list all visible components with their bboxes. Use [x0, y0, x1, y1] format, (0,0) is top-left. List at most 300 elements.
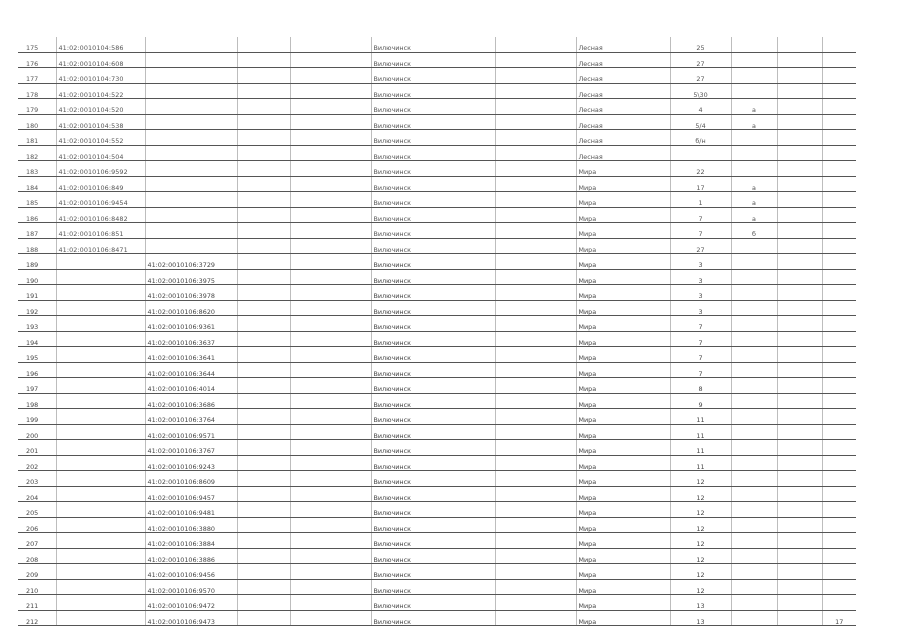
city-cell: Вилючинск [371, 409, 495, 425]
house-number-cell: 12 [670, 579, 731, 595]
house-letter-cell [731, 37, 777, 52]
empty-cell [495, 254, 576, 270]
row-number-cell: 204 [18, 486, 56, 502]
extra-number-cell [822, 316, 856, 332]
house-letter-cell [731, 52, 777, 68]
cadastral-number-alt-cell: 41:02:0010106:3641 [145, 347, 237, 363]
table-body [18, 37, 856, 626]
row-number-cell: 199 [18, 409, 56, 425]
row-number-cell: 190 [18, 269, 56, 285]
empty-cell [777, 223, 822, 239]
cadastral-number-alt-cell [145, 99, 237, 115]
cadastral-number-alt-cell: 41:02:0010106:9472 [145, 595, 237, 611]
cadastral-number-alt-cell: 41:02:0010106:3978 [145, 285, 237, 301]
empty-cell [495, 331, 576, 347]
city-cell: Вилючинск [371, 347, 495, 363]
empty-cell [495, 517, 576, 533]
row-number-cell: 186 [18, 207, 56, 223]
row-number-cell: 180 [18, 114, 56, 130]
extra-number-cell [822, 331, 856, 347]
empty-cell [290, 564, 371, 580]
empty-cell [495, 145, 576, 161]
empty-cell [237, 68, 290, 84]
cadastral-number-alt-cell: 41:02:0010106:9473 [145, 610, 237, 626]
house-number-cell: 5\30 [670, 83, 731, 99]
empty-cell [777, 316, 822, 332]
empty-cell [495, 52, 576, 68]
street-cell: Мира [576, 471, 670, 487]
cadastral-number-alt-cell: 41:02:0010106:9243 [145, 455, 237, 471]
empty-cell [290, 300, 371, 316]
empty-cell [777, 440, 822, 456]
cadastral-number-alt-cell: 41:02:0010106:9456 [145, 564, 237, 580]
house-letter-cell [731, 300, 777, 316]
house-letter-cell [731, 440, 777, 456]
row-number-cell: 206 [18, 517, 56, 533]
city-cell: Вилючинск [371, 440, 495, 456]
house-number-cell [670, 145, 731, 161]
cadastral-number-cell: 41:02:0010104:552 [56, 130, 145, 146]
row-number-cell: 191 [18, 285, 56, 301]
empty-cell [290, 285, 371, 301]
empty-cell [237, 393, 290, 409]
empty-cell [290, 223, 371, 239]
city-cell: Вилючинск [371, 176, 495, 192]
cadastral-number-cell: 41:02:0010106:9592 [56, 161, 145, 177]
empty-cell [237, 52, 290, 68]
cadastral-number-cell: 41:02:0010104:520 [56, 99, 145, 115]
cadastral-number-cell [56, 471, 145, 487]
empty-cell [290, 517, 371, 533]
empty-cell [237, 564, 290, 580]
house-number-cell: б/н [670, 130, 731, 146]
empty-cell [777, 378, 822, 394]
cadastral-number-alt-cell [145, 223, 237, 239]
empty-cell [237, 362, 290, 378]
house-letter-cell [731, 455, 777, 471]
empty-cell [777, 114, 822, 130]
cadastral-number-cell [56, 517, 145, 533]
street-cell: Мира [576, 207, 670, 223]
empty-cell [777, 83, 822, 99]
cadastral-number-alt-cell: 41:02:0010106:3764 [145, 409, 237, 425]
table-row [18, 564, 856, 580]
street-cell: Лесная [576, 83, 670, 99]
extra-number-cell [822, 192, 856, 208]
empty-cell [777, 471, 822, 487]
house-number-cell: 22 [670, 161, 731, 177]
extra-number-cell [822, 223, 856, 239]
empty-cell [237, 347, 290, 363]
empty-cell [777, 52, 822, 68]
row-number-cell: 211 [18, 595, 56, 611]
cadastral-number-cell: 41:02:0010106:9454 [56, 192, 145, 208]
city-cell: Вилючинск [371, 254, 495, 270]
extra-number-cell [822, 37, 856, 52]
empty-cell [777, 579, 822, 595]
cadastral-number-alt-cell [145, 114, 237, 130]
city-cell: Вилючинск [371, 52, 495, 68]
cadastral-number-cell [56, 393, 145, 409]
empty-cell [495, 130, 576, 146]
house-number-cell: 5/4 [670, 114, 731, 130]
empty-cell [495, 409, 576, 425]
street-cell: Лесная [576, 68, 670, 84]
row-number-cell: 194 [18, 331, 56, 347]
cadastral-number-cell: 41:02:0010104:538 [56, 114, 145, 130]
house-letter-cell [731, 347, 777, 363]
empty-cell [290, 362, 371, 378]
extra-number-cell [822, 99, 856, 115]
cadastral-number-alt-cell: 41:02:0010106:3686 [145, 393, 237, 409]
extra-number-cell [822, 83, 856, 99]
extra-number-cell: 17 [822, 610, 856, 626]
empty-cell [237, 579, 290, 595]
city-cell: Вилючинск [371, 83, 495, 99]
extra-number-cell [822, 440, 856, 456]
empty-cell [237, 424, 290, 440]
empty-cell [495, 285, 576, 301]
house-number-cell: 7 [670, 347, 731, 363]
empty-cell [777, 37, 822, 52]
cadastral-number-cell [56, 455, 145, 471]
empty-cell [237, 130, 290, 146]
row-number-cell: 178 [18, 83, 56, 99]
extra-number-cell [822, 579, 856, 595]
cadastral-number-cell [56, 595, 145, 611]
house-letter-cell [731, 269, 777, 285]
house-number-cell: 13 [670, 595, 731, 611]
street-cell: Мира [576, 347, 670, 363]
row-number-cell: 183 [18, 161, 56, 177]
extra-number-cell [822, 595, 856, 611]
empty-cell [290, 440, 371, 456]
row-number-cell: 175 [18, 37, 56, 52]
empty-cell [237, 254, 290, 270]
house-letter-cell: а [731, 114, 777, 130]
cadastral-number-cell: 41:02:0010106:851 [56, 223, 145, 239]
cadastral-number-cell [56, 533, 145, 549]
row-number-cell: 176 [18, 52, 56, 68]
street-cell: Мира [576, 300, 670, 316]
cadastral-number-alt-cell: 41:02:0010106:4014 [145, 378, 237, 394]
empty-cell [290, 471, 371, 487]
house-letter-cell [731, 130, 777, 146]
empty-cell [495, 83, 576, 99]
house-number-cell: 1 [670, 192, 731, 208]
cadastral-number-alt-cell [145, 238, 237, 254]
row-number-cell: 184 [18, 176, 56, 192]
house-number-cell: 27 [670, 52, 731, 68]
table-row [18, 37, 856, 52]
city-cell: Вилючинск [371, 99, 495, 115]
house-letter-cell [731, 610, 777, 626]
table-row [18, 331, 856, 347]
city-cell: Вилючинск [371, 595, 495, 611]
empty-cell [777, 99, 822, 115]
city-cell: Вилючинск [371, 378, 495, 394]
empty-cell [290, 316, 371, 332]
extra-number-cell [822, 238, 856, 254]
street-cell: Лесная [576, 114, 670, 130]
extra-number-cell [822, 362, 856, 378]
street-cell: Мира [576, 238, 670, 254]
empty-cell [777, 564, 822, 580]
extra-number-cell [822, 145, 856, 161]
house-number-cell: 13 [670, 610, 731, 626]
empty-cell [777, 486, 822, 502]
house-number-cell: 11 [670, 440, 731, 456]
extra-number-cell [822, 207, 856, 223]
empty-cell [495, 192, 576, 208]
city-cell: Вилючинск [371, 269, 495, 285]
city-cell: Вилючинск [371, 285, 495, 301]
extra-number-cell [822, 455, 856, 471]
house-letter-cell [731, 145, 777, 161]
house-letter-cell [731, 502, 777, 518]
table-row [18, 99, 856, 115]
empty-cell [237, 223, 290, 239]
cadastral-number-cell [56, 269, 145, 285]
row-number-cell: 187 [18, 223, 56, 239]
empty-cell [290, 176, 371, 192]
empty-cell [290, 99, 371, 115]
extra-number-cell [822, 300, 856, 316]
empty-cell [290, 393, 371, 409]
empty-cell [237, 409, 290, 425]
street-cell: Мира [576, 378, 670, 394]
address-registry-table [18, 37, 856, 626]
extra-number-cell [822, 161, 856, 177]
table-row [18, 579, 856, 595]
house-letter-cell [731, 393, 777, 409]
empty-cell [495, 486, 576, 502]
empty-cell [237, 114, 290, 130]
house-number-cell: 8 [670, 378, 731, 394]
empty-cell [777, 68, 822, 84]
cadastral-number-cell: 41:02:0010104:730 [56, 68, 145, 84]
city-cell: Вилючинск [371, 238, 495, 254]
empty-cell [237, 176, 290, 192]
house-number-cell: 11 [670, 409, 731, 425]
street-cell: Мира [576, 161, 670, 177]
cadastral-number-alt-cell: 41:02:0010106:9481 [145, 502, 237, 518]
empty-cell [237, 285, 290, 301]
cadastral-number-cell [56, 564, 145, 580]
house-letter-cell [731, 378, 777, 394]
table-row [18, 440, 856, 456]
house-letter-cell [731, 285, 777, 301]
city-cell: Вилючинск [371, 502, 495, 518]
street-cell: Мира [576, 331, 670, 347]
house-number-cell: 27 [670, 68, 731, 84]
extra-number-cell [822, 254, 856, 270]
empty-cell [237, 455, 290, 471]
house-letter-cell: а [731, 192, 777, 208]
city-cell: Вилючинск [371, 533, 495, 549]
empty-cell [495, 564, 576, 580]
cadastral-number-alt-cell [145, 145, 237, 161]
cadastral-number-alt-cell: 41:02:0010106:3884 [145, 533, 237, 549]
cadastral-number-alt-cell [145, 207, 237, 223]
empty-cell [290, 579, 371, 595]
cadastral-number-cell [56, 610, 145, 626]
empty-cell [290, 207, 371, 223]
empty-cell [495, 37, 576, 52]
house-letter-cell [731, 316, 777, 332]
empty-cell [237, 316, 290, 332]
empty-cell [777, 533, 822, 549]
cadastral-number-alt-cell: 41:02:0010106:3729 [145, 254, 237, 270]
street-cell: Мира [576, 316, 670, 332]
city-cell: Вилючинск [371, 331, 495, 347]
street-cell: Мира [576, 409, 670, 425]
empty-cell [237, 37, 290, 52]
empty-cell [290, 114, 371, 130]
city-cell: Вилючинск [371, 161, 495, 177]
empty-cell [290, 83, 371, 99]
empty-cell [495, 455, 576, 471]
row-number-cell: 177 [18, 68, 56, 84]
house-number-cell: 7 [670, 362, 731, 378]
row-number-cell: 212 [18, 610, 56, 626]
street-cell: Лесная [576, 130, 670, 146]
empty-cell [495, 161, 576, 177]
street-cell: Мира [576, 269, 670, 285]
cadastral-number-alt-cell: 41:02:0010106:3767 [145, 440, 237, 456]
city-cell: Вилючинск [371, 564, 495, 580]
house-letter-cell [731, 548, 777, 564]
city-cell: Вилючинск [371, 579, 495, 595]
table-row [18, 471, 856, 487]
house-letter-cell [731, 409, 777, 425]
extra-number-cell [822, 564, 856, 580]
table-row [18, 533, 856, 549]
city-cell: Вилючинск [371, 192, 495, 208]
house-letter-cell [731, 331, 777, 347]
cadastral-number-cell [56, 285, 145, 301]
extra-number-cell [822, 68, 856, 84]
house-number-cell: 12 [670, 548, 731, 564]
table-row [18, 238, 856, 254]
cadastral-number-cell: 41:02:0010106:8482 [56, 207, 145, 223]
empty-cell [777, 254, 822, 270]
empty-cell [777, 145, 822, 161]
row-number-cell: 202 [18, 455, 56, 471]
house-number-cell: 25 [670, 37, 731, 52]
house-letter-cell: б [731, 223, 777, 239]
street-cell: Мира [576, 192, 670, 208]
house-number-cell: 12 [670, 486, 731, 502]
empty-cell [290, 192, 371, 208]
row-number-cell: 181 [18, 130, 56, 146]
table-row [18, 114, 856, 130]
house-number-cell: 7 [670, 207, 731, 223]
house-letter-cell [731, 424, 777, 440]
empty-cell [495, 610, 576, 626]
empty-cell [495, 269, 576, 285]
cadastral-number-alt-cell: 41:02:0010106:9457 [145, 486, 237, 502]
empty-cell [237, 610, 290, 626]
extra-number-cell [822, 548, 856, 564]
row-number-cell: 208 [18, 548, 56, 564]
street-cell: Мира [576, 610, 670, 626]
house-number-cell: 4 [670, 99, 731, 115]
table-row [18, 68, 856, 84]
empty-cell [777, 161, 822, 177]
house-number-cell: 17 [670, 176, 731, 192]
table-row [18, 300, 856, 316]
empty-cell [290, 52, 371, 68]
empty-cell [777, 300, 822, 316]
cadastral-number-cell [56, 378, 145, 394]
street-cell: Мира [576, 595, 670, 611]
empty-cell [495, 99, 576, 115]
house-number-cell: 3 [670, 300, 731, 316]
house-letter-cell [731, 238, 777, 254]
row-number-cell: 182 [18, 145, 56, 161]
cadastral-number-alt-cell: 41:02:0010106:9571 [145, 424, 237, 440]
house-number-cell: 12 [670, 517, 731, 533]
table-row [18, 130, 856, 146]
empty-cell [237, 378, 290, 394]
empty-cell [290, 533, 371, 549]
street-cell: Мира [576, 254, 670, 270]
table-row [18, 316, 856, 332]
house-number-cell: 12 [670, 533, 731, 549]
table-row [18, 409, 856, 425]
city-cell: Вилючинск [371, 362, 495, 378]
cadastral-number-alt-cell [145, 52, 237, 68]
extra-number-cell [822, 52, 856, 68]
empty-cell [290, 347, 371, 363]
table-row [18, 176, 856, 192]
city-cell: Вилючинск [371, 316, 495, 332]
empty-cell [237, 99, 290, 115]
empty-cell [777, 269, 822, 285]
cadastral-number-alt-cell [145, 176, 237, 192]
cadastral-number-cell [56, 362, 145, 378]
house-letter-cell [731, 362, 777, 378]
empty-cell [777, 207, 822, 223]
row-number-cell: 198 [18, 393, 56, 409]
cadastral-number-cell [56, 486, 145, 502]
empty-cell [237, 548, 290, 564]
empty-cell [495, 223, 576, 239]
extra-number-cell [822, 269, 856, 285]
house-number-cell: 3 [670, 269, 731, 285]
house-letter-cell: а [731, 207, 777, 223]
table-row [18, 517, 856, 533]
house-letter-cell [731, 533, 777, 549]
street-cell: Мира [576, 486, 670, 502]
house-number-cell: 12 [670, 502, 731, 518]
house-number-cell: 9 [670, 393, 731, 409]
empty-cell [237, 161, 290, 177]
extra-number-cell [822, 502, 856, 518]
empty-cell [495, 68, 576, 84]
house-letter-cell [731, 68, 777, 84]
empty-cell [495, 300, 576, 316]
table-row [18, 347, 856, 363]
city-cell: Вилючинск [371, 610, 495, 626]
empty-cell [290, 161, 371, 177]
house-letter-cell [731, 486, 777, 502]
street-cell: Мира [576, 517, 670, 533]
empty-cell [290, 548, 371, 564]
extra-number-cell [822, 471, 856, 487]
cadastral-number-cell: 41:02:0010104:522 [56, 83, 145, 99]
